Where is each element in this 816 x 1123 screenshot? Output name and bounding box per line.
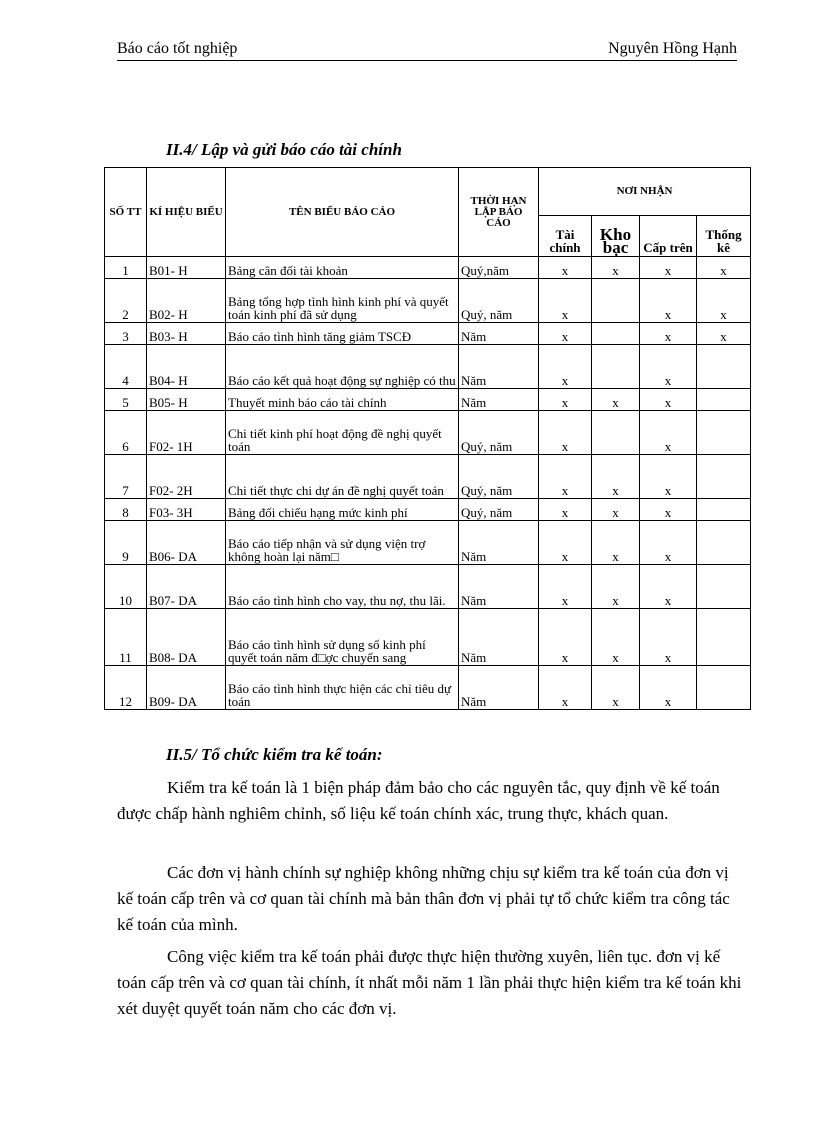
row-mark-treasury — [592, 345, 640, 389]
table-row — [105, 257, 751, 279]
table-row — [105, 455, 751, 499]
table-row — [105, 345, 751, 389]
row-name: Báo cáo tiếp nhận và sử dụng viện trợ không hoàn lại năm□ — [226, 521, 459, 565]
row-mark-superior: x — [640, 455, 697, 499]
table-row — [105, 565, 751, 609]
row-code: B03- H — [147, 323, 226, 345]
row-mark-finance: x — [539, 455, 592, 499]
row-term: Năm — [459, 521, 539, 565]
row-stt: 1 — [105, 257, 147, 279]
row-mark-statistics — [697, 345, 751, 389]
row-mark-superior: x — [640, 609, 697, 666]
row-mark-statistics — [697, 666, 751, 710]
row-mark-finance: x — [539, 323, 592, 345]
row-term: Năm — [459, 323, 539, 345]
row-mark-statistics: x — [697, 279, 751, 323]
table-row — [105, 279, 751, 323]
row-term: Quý, năm — [459, 279, 539, 323]
row-mark-treasury: x — [592, 455, 640, 499]
table-row — [105, 389, 751, 411]
row-name: Báo cáo tình hình cho vay, thu nợ, thu lãi. — [226, 565, 459, 609]
audit-paragraph-2: Các đơn vị hành chính sự nghiệp không những chịu sự kiểm tra kế toán của đơn vị kế toán cấp trên và cơ quan tài chính mà bản thân đơn vị phải tự tổ chức kiểm tra công tác kế toán của mình. — [117, 863, 730, 934]
row-mark-superior: x — [640, 521, 697, 565]
row-stt: 6 — [105, 411, 147, 455]
row-mark-finance: x — [539, 279, 592, 323]
row-name: Bảng đối chiếu hạng mức kinh phí — [226, 499, 459, 521]
row-mark-finance: x — [539, 666, 592, 710]
header-name: TÊN BIỂU BÁO CÁO — [226, 168, 459, 257]
page-header — [117, 40, 737, 61]
section-title-audit: II.5/ Tổ chức kiểm tra kế toán: — [166, 745, 383, 764]
row-stt: 10 — [105, 565, 147, 609]
row-code: F03- 3H — [147, 499, 226, 521]
row-mark-finance: x — [539, 411, 592, 455]
row-code: B05- H — [147, 389, 226, 411]
row-mark-superior: x — [640, 279, 697, 323]
row-mark-finance: x — [539, 345, 592, 389]
row-stt: 4 — [105, 345, 147, 389]
row-stt: 3 — [105, 323, 147, 345]
row-code: B02- H — [147, 279, 226, 323]
header-superior: Cấp trên — [640, 216, 697, 257]
table-row — [105, 609, 751, 666]
row-mark-superior: x — [640, 389, 697, 411]
row-mark-statistics: x — [697, 323, 751, 345]
row-name: Bảng cân đối tài khoản — [226, 257, 459, 279]
row-term: Năm — [459, 565, 539, 609]
row-term: Năm — [459, 666, 539, 710]
row-mark-treasury: x — [592, 609, 640, 666]
row-mark-treasury — [592, 411, 640, 455]
row-code: B09- DA — [147, 666, 226, 710]
row-code: B01- H — [147, 257, 226, 279]
row-mark-treasury: x — [592, 389, 640, 411]
row-stt: 11 — [105, 609, 147, 666]
row-name: Chi tiết kinh phí hoạt động đề nghị quyết toán — [226, 411, 459, 455]
row-mark-superior: x — [640, 345, 697, 389]
row-mark-statistics — [697, 455, 751, 499]
row-mark-statistics — [697, 411, 751, 455]
row-mark-statistics — [697, 521, 751, 565]
row-term: Năm — [459, 345, 539, 389]
row-code: B06- DA — [147, 521, 226, 565]
row-mark-superior: x — [640, 411, 697, 455]
row-mark-treasury: x — [592, 521, 640, 565]
table-row — [105, 411, 751, 455]
row-name: Báo cáo kết quả hoạt động sự nghiệp có thu — [226, 345, 459, 389]
row-term: Quý, năm — [459, 455, 539, 499]
row-stt: 12 — [105, 666, 147, 710]
row-code: B07- DA — [147, 565, 226, 609]
row-name: Báo cáo tình hình sử dụng số kinh phí quyết toán năm đ□ợc chuyển sang — [226, 609, 459, 666]
header-recipients: NƠI NHẬN — [539, 168, 751, 216]
row-mark-superior: x — [640, 666, 697, 710]
row-mark-finance: x — [539, 565, 592, 609]
row-mark-finance: x — [539, 609, 592, 666]
row-stt: 9 — [105, 521, 147, 565]
header-finance: Tài chính — [539, 216, 592, 257]
header-treasury: Kho bạc — [592, 216, 640, 257]
row-mark-superior: x — [640, 499, 697, 521]
row-term: Quý, năm — [459, 411, 539, 455]
row-code: F02- 2H — [147, 455, 226, 499]
reports-table-body — [105, 257, 751, 710]
header-statistics: Thống kê — [697, 216, 751, 257]
row-code: B08- DA — [147, 609, 226, 666]
reports-table — [104, 167, 751, 710]
row-name: Báo cáo tình hình tăng giảm TSCĐ — [226, 323, 459, 345]
header-document-title: Báo cáo tốt nghiệp — [117, 40, 238, 57]
row-name: Báo cáo tình hình thực hiện các chỉ tiêu dự toán — [226, 666, 459, 710]
row-term: Năm — [459, 389, 539, 411]
row-term: Năm — [459, 609, 539, 666]
row-code: B04- H — [147, 345, 226, 389]
row-mark-statistics: x — [697, 257, 751, 279]
header-term: THỜI HẠN LẬP BÁO CÁO — [459, 168, 539, 257]
section-title-reports: II.4/ Lập và gửi báo cáo tài chính — [166, 140, 402, 159]
row-mark-finance: x — [539, 389, 592, 411]
row-mark-statistics — [697, 499, 751, 521]
header-code: KÍ HIỆU BIỂU — [147, 168, 226, 257]
row-mark-superior: x — [640, 565, 697, 609]
row-mark-finance: x — [539, 521, 592, 565]
row-name: Chi tiết thực chi dự án đề nghị quyết toán — [226, 455, 459, 499]
row-mark-statistics — [697, 389, 751, 411]
row-mark-treasury — [592, 279, 640, 323]
table-row — [105, 666, 751, 710]
row-mark-finance: x — [539, 257, 592, 279]
row-mark-superior: x — [640, 323, 697, 345]
table-row — [105, 521, 751, 565]
audit-paragraph-3: Công việc kiểm tra kế toán phải được thực hiện thường xuyên, liên tục. đơn vị kế toán cấp trên và cơ quan tài chính, ít nhất mỗi năm 1 lần phải thực hiện kiểm tra kế toán khi xét duyệt quyết toán năm cho các đơn vị. — [117, 947, 742, 1018]
header-author: Nguyên Hồng Hạnh — [608, 40, 737, 57]
header-stt: SỐ TT — [105, 168, 147, 257]
table-row — [105, 499, 751, 521]
row-term: Quý, năm — [459, 499, 539, 521]
row-mark-treasury: x — [592, 565, 640, 609]
row-mark-treasury: x — [592, 499, 640, 521]
row-mark-superior: x — [640, 257, 697, 279]
row-stt: 8 — [105, 499, 147, 521]
row-mark-treasury — [592, 323, 640, 345]
row-mark-treasury: x — [592, 257, 640, 279]
row-stt: 5 — [105, 389, 147, 411]
row-mark-finance: x — [539, 499, 592, 521]
row-mark-statistics — [697, 565, 751, 609]
row-code: F02- 1H — [147, 411, 226, 455]
row-mark-statistics — [697, 609, 751, 666]
table-row — [105, 323, 751, 345]
row-mark-treasury: x — [592, 666, 640, 710]
row-name: Thuyết minh báo cáo tài chính — [226, 389, 459, 411]
row-stt: 7 — [105, 455, 147, 499]
row-stt: 2 — [105, 279, 147, 323]
audit-paragraph-1: Kiểm tra kế toán là 1 biện pháp đảm bảo cho các nguyên tắc, quy định về kế toán được chấp hành nghiêm chỉnh, số liệu kế toán chính xác, trung thực, khách quan. — [117, 778, 720, 823]
row-name: Bảng tổng hợp tình hình kinh phí và quyết toán kinh phí đã sử dụng — [226, 279, 459, 323]
row-term: Quý,năm — [459, 257, 539, 279]
